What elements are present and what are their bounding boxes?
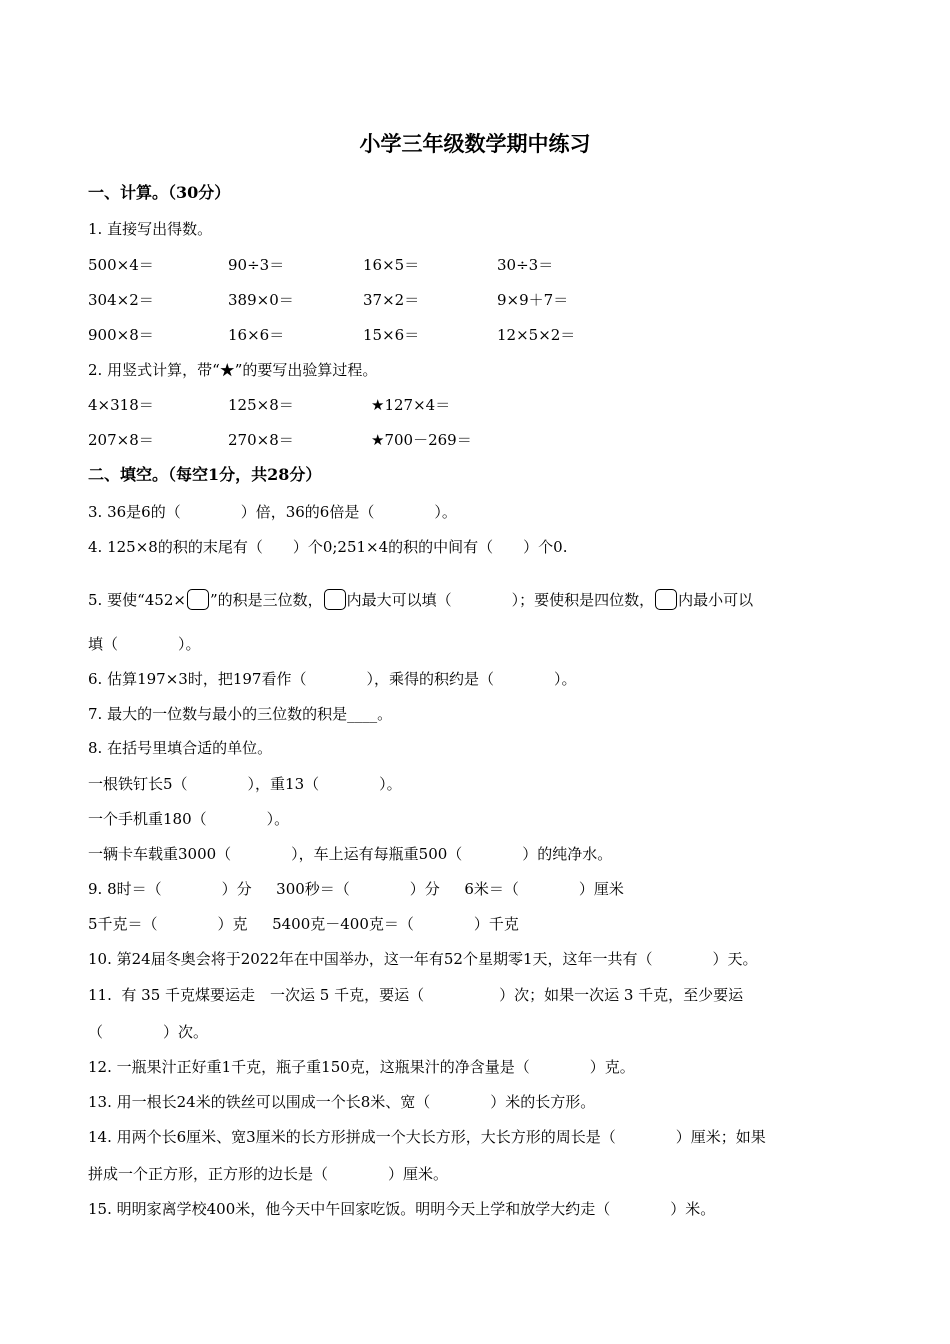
question-5-continued: 填（ ）。: [88, 635, 201, 653]
q5-part: ”的积是三位数，: [209, 591, 323, 609]
question-14: 14. 用两个长6厘米、宽3厘米的长方形拼成一个大长方形，大长方形的周长是（ ）厘米；如果: [88, 1128, 766, 1146]
q1-item: 389×0＝: [228, 291, 294, 309]
question-7: 7. 最大的一位数与最小的三位数的积是____。: [88, 705, 393, 723]
q1-item: 12×5×2＝: [497, 326, 576, 344]
q1-item: 16×5＝: [363, 256, 420, 274]
section-calculation-heading: 一、计算。（30分）: [88, 183, 231, 202]
q1-item: 37×2＝: [363, 291, 420, 309]
q1-item: 9×9＋7＝: [497, 291, 569, 309]
question-11: 11. 有 35 千克煤要运走 一次运 5 千克，要运（ ）次；如果一次运 3 千克，至少要运: [88, 986, 744, 1004]
question-4: 4. 125×8的积的末尾有（ ）个0;251×4的积的中间有（ ）个0.: [88, 538, 568, 556]
q1-item: 90÷3＝: [228, 256, 285, 274]
question-15: 15. 明明家离学校400米，他今天中午回家吃饭。明明今天上学和放学大约走（ ）米。: [88, 1200, 716, 1218]
question-8-item: 一根铁钉长5（ ），重13（ ）。: [88, 775, 402, 793]
q1-item: 304×2＝: [88, 291, 154, 309]
q5-part: 5. 要使“452×: [88, 591, 186, 609]
q2-item: ★127×4＝: [371, 396, 451, 414]
question-3: 3. 36是6的（ ）倍，36的6倍是（ ）。: [88, 503, 457, 521]
blank-box: [187, 589, 209, 610]
q2-item: 207×8＝: [88, 431, 154, 449]
q2-item: 4×318＝: [88, 396, 154, 414]
blank-box: [655, 589, 677, 610]
question-6: 6. 估算197×3时，把197看作（ ），乘得的积约是（ ）。: [88, 670, 577, 688]
q2-item: ★700－269＝: [371, 431, 472, 449]
question-2-label: 2. 用竖式计算，带“★”的要写出验算过程。: [88, 361, 378, 379]
q2-item: 270×8＝: [228, 431, 294, 449]
q5-part: 内最小可以: [678, 591, 754, 609]
question-11-continued: （ ）次。: [88, 1023, 209, 1041]
question-8: 8. 在括号里填合适的单位。: [88, 739, 273, 757]
question-13: 13. 用一根长24米的铁丝可以围成一个长8米、宽（ ）米的长方形。: [88, 1093, 596, 1111]
question-9-continued: 5千克＝（ ）克 5400克－400克＝（ ）千克: [88, 915, 519, 933]
q2-item: 125×8＝: [228, 396, 294, 414]
q1-item: 16×6＝: [228, 326, 285, 344]
question-14-continued: 拼成一个正方形，正方形的边长是（ ）厘米。: [88, 1165, 449, 1183]
question-8-item: 一个手机重180（ ）。: [88, 810, 290, 828]
question-8-item: 一辆卡车载重3000（ ），车上运有每瓶重500（ ）的纯净水。: [88, 845, 613, 863]
q1-item: 30÷3＝: [497, 256, 554, 274]
question-9: 9. 8时＝（ ）分 300秒＝（ ）分 6米＝（ ）厘米: [88, 880, 624, 898]
question-1-label: 1. 直接写出得数。: [88, 220, 213, 238]
question-5: [88, 589, 753, 610]
q1-item: 900×8＝: [88, 326, 154, 344]
q5-part: 内最大可以填（ ）；要使积是四位数，: [346, 591, 655, 609]
question-12: 12. 一瓶果汁正好重1千克，瓶子重150克，这瓶果汁的净含量是（ ）克。: [88, 1058, 635, 1076]
q1-item: 15×6＝: [363, 326, 420, 344]
section-fill-blank-heading: 二、填空。（每空1分，共28分）: [88, 465, 322, 484]
question-10: 10. 第24届冬奥会将于2022年在中国举办，这一年有52个星期零1天，这年一共有（ ）天。: [88, 950, 758, 968]
page-title: 小学三年级数学期中练习: [359, 131, 591, 156]
q1-item: 500×4＝: [88, 256, 154, 274]
blank-box: [324, 589, 346, 610]
